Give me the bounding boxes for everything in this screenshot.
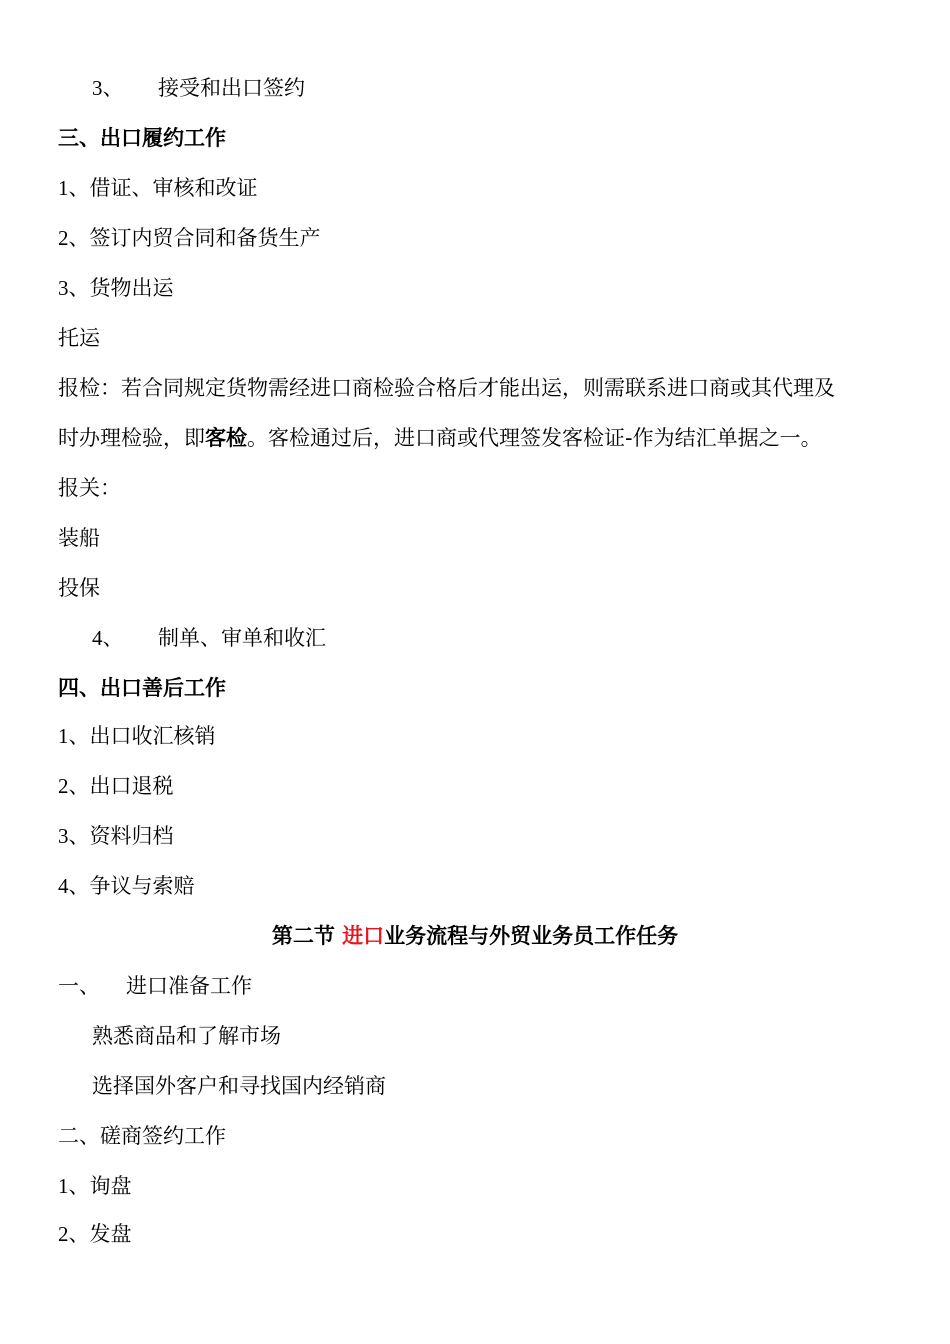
paragraph: 托运 — [58, 326, 100, 350]
list-item: 1、出口收汇核销 — [58, 724, 216, 748]
list-item: 一、 进口准备工作 — [58, 974, 252, 998]
paragraph: 熟悉商品和了解市场 — [92, 1024, 281, 1048]
paragraph: 选择国外客户和寻找国内经销商 — [92, 1074, 386, 1098]
emphasis-text: 客检 — [205, 426, 247, 450]
paragraph: 投保 — [58, 576, 100, 600]
highlighted-text: 进口 — [342, 924, 385, 948]
list-item: 3、 接受和出口签约 — [92, 76, 305, 100]
list-item: 3、资料归档 — [58, 824, 174, 848]
list-item: 4、争议与索赔 — [58, 874, 195, 898]
section-heading: 三、出口履约工作 — [58, 126, 226, 150]
list-item: 1、借证、审核和改证 — [58, 176, 258, 200]
paragraph: 报检：若合同规定货物需经进口商检验合格后才能出运，则需联系进口商或其代理及 — [58, 376, 835, 400]
section-heading: 二、磋商签约工作 — [58, 1124, 226, 1148]
paragraph: 报关： — [58, 476, 121, 500]
list-item: 2、出口退税 — [58, 774, 174, 798]
section-heading: 四、出口善后工作 — [58, 676, 226, 700]
list-item: 3、货物出运 — [58, 276, 174, 300]
list-item: 2、发盘 — [58, 1222, 132, 1246]
paragraph: 时办理检验，即客检。客检通过后，进口商或代理签发客检证-作为结汇单据之一。 — [58, 426, 822, 450]
paragraph: 装船 — [58, 526, 100, 550]
list-item: 2、签订内贸合同和备货生产 — [58, 226, 321, 250]
chapter-heading: 第二节 进口业务流程与外贸业务员工作任务 — [271, 924, 679, 948]
list-item: 1、询盘 — [58, 1174, 132, 1198]
list-item: 4、 制单、审单和收汇 — [92, 626, 326, 650]
